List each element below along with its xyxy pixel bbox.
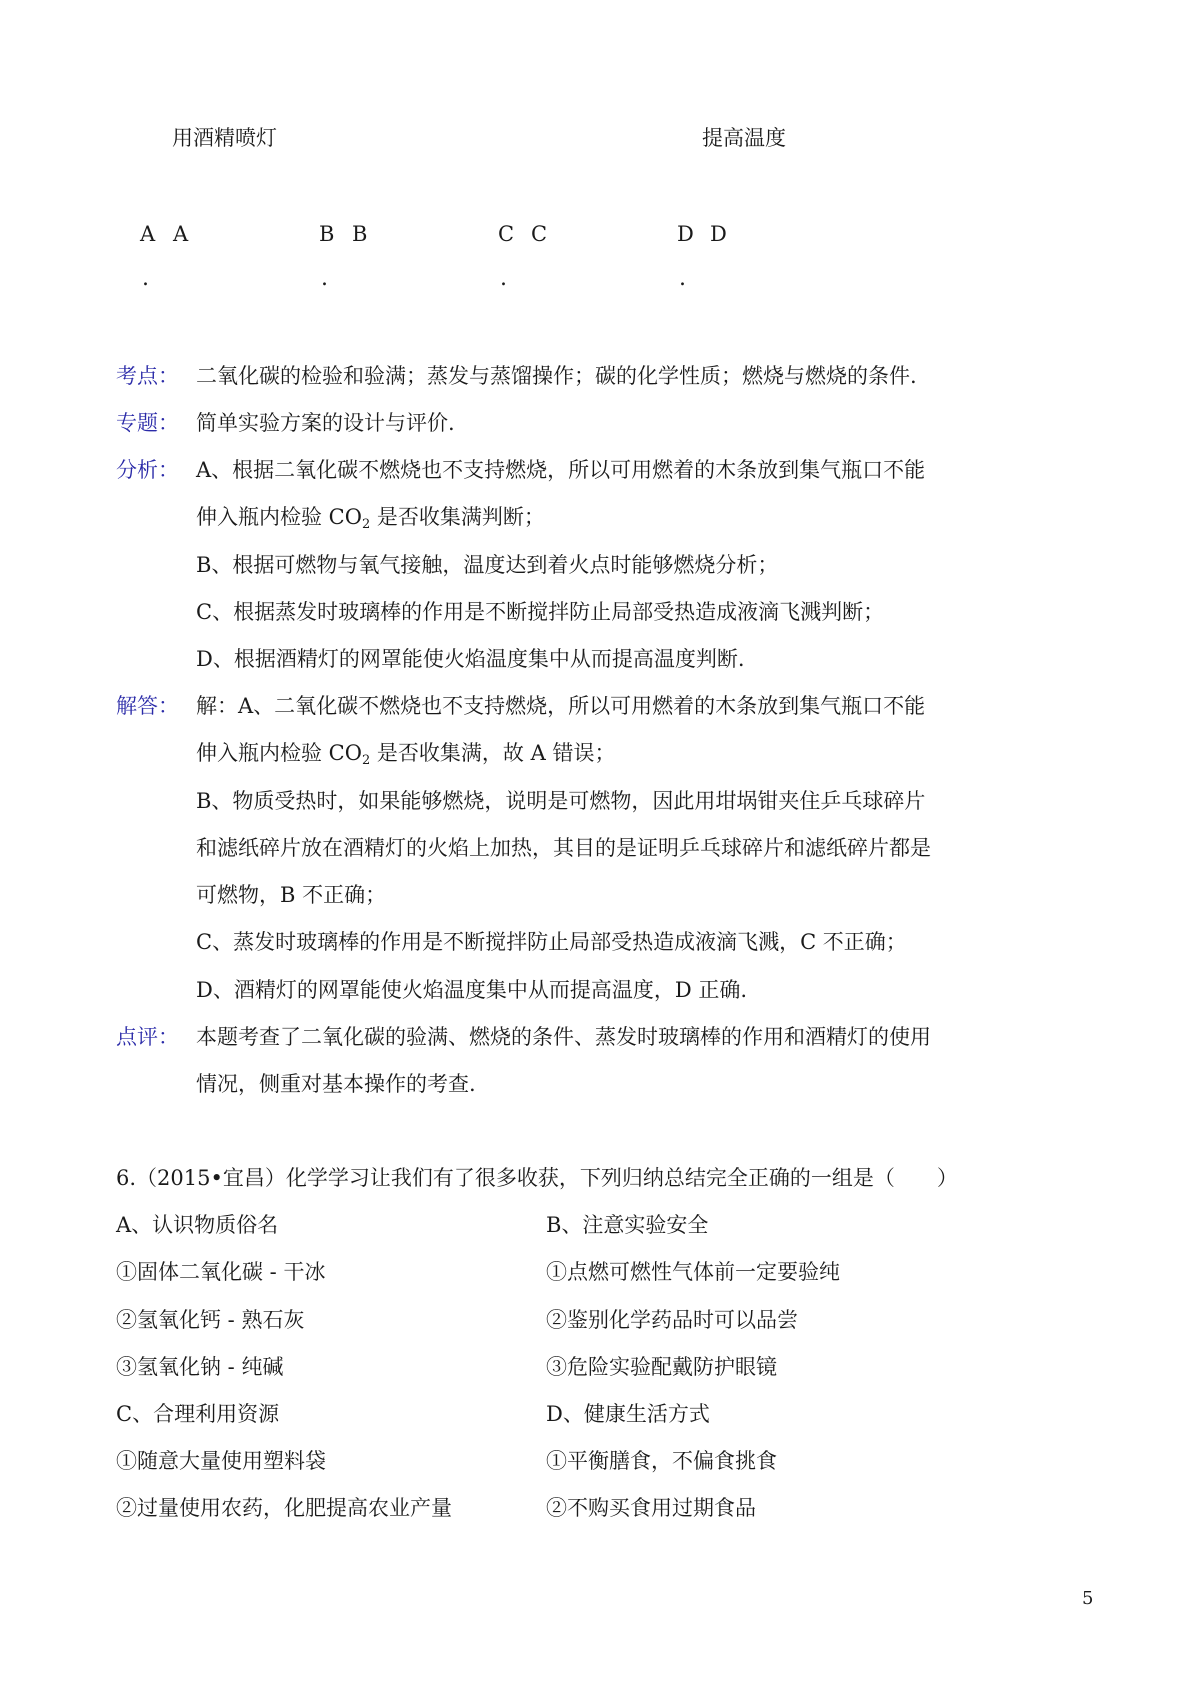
choice-b-dot: . [321,266,328,291]
choice-c-value: C [531,222,548,246]
question-6-stem: 6.（2015•宜昌）化学学习让我们有了很多收获，下列归纳总结完全正确的一组是（ ） [116,1166,958,1190]
jieda-label: 解答： [116,694,179,718]
jieda-line-1: 解：A、二氧化碳不燃烧也不支持燃烧，所以可用燃着的木条放到集气瓶口不能 [196,694,926,718]
group-d-item-2: ②不购买食用过期食品 [546,1496,756,1520]
group-a-item-2: ②氢氧化钙 - 熟石灰 [116,1308,305,1332]
group-b-item-3: ③危险实验配戴防护眼镜 [546,1355,777,1379]
group-c-item-1: ①随意大量使用塑料袋 [116,1449,326,1473]
jieda-line-2: 伸入瓶内检验 $CO_2$ 是否收集满，故 A 错误； [196,741,616,768]
jieda-line-6: C、蒸发时玻璃棒的作用是不断搅拌防止局部受热造成液滴飞溅，C 不正确； [196,930,907,954]
zhuanti-text: 简单实验方案的设计与评价. [196,411,455,435]
page-number: 5 [1082,1588,1094,1609]
group-c-item-2: ②过量使用农药，化肥提高农业产量 [116,1496,452,1520]
group-c-title: C、合理利用资源 [116,1402,280,1426]
dianping-label: 点评： [116,1025,179,1049]
choice-d-letter: D [677,222,694,246]
dianping-line-1: 本题考查了二氧化碳的验满、燃烧的条件、蒸发时玻璃棒的作用和酒精灯的使用 [196,1025,931,1049]
choice-b-value: B [352,222,368,246]
choice-a-dot: . [142,266,149,291]
kaodian-text: 二氧化碳的检验和验满；蒸发与蒸馏操作；碳的化学性质；燃烧与燃烧的条件. [196,364,917,388]
zhuanti-label: 专题： [116,411,179,435]
group-a-title: A、认识物质俗名 [116,1213,279,1237]
fenxi-label: 分析： [116,458,179,482]
jieda-line-4: 和滤纸碎片放在酒精灯的火焰上加热，其目的是证明乒乓球碎片和滤纸碎片都是 [196,836,931,860]
group-d-item-1: ①平衡膳食，不偏食挑食 [546,1449,777,1473]
option-text-right: 提高温度 [702,126,786,150]
group-b-item-2: ②鉴别化学药品时可以品尝 [546,1308,798,1332]
choice-c-dot: . [500,266,507,291]
jieda-line-7: D、酒精灯的网罩能使火焰温度集中从而提高温度，D 正确. [196,978,748,1002]
fenxi-line-5: D、根据酒精灯的网罩能使火焰温度集中从而提高温度判断. [196,647,745,671]
kaodian-label: 考点： [116,364,179,388]
choice-b-letter: B [319,222,335,246]
choice-a-value: A [173,222,189,246]
group-a-item-3: ③氢氧化钠 - 纯碱 [116,1355,284,1379]
choice-c-letter: C [498,222,515,246]
group-b-item-1: ①点燃可燃性气体前一定要验纯 [546,1260,840,1284]
fenxi-line-3: B、根据可燃物与氧气接触，温度达到着火点时能够燃烧分析； [196,553,779,577]
choice-a-letter: A [140,222,156,246]
fenxi-line-1: A、根据二氧化碳不燃烧也不支持燃烧，所以可用燃着的木条放到集气瓶口不能 [196,458,926,482]
jieda-line-5: 可燃物，B 不正确； [196,883,387,907]
fenxi-line-2: 伸入瓶内检验 $CO_2$ 是否收集满判断； [196,505,545,532]
choice-d-dot: . [679,266,686,291]
group-b-title: B、注意实验安全 [546,1213,709,1237]
choice-d-value: D [710,222,727,246]
group-a-item-1: ①固体二氧化碳 - 干冰 [116,1260,326,1284]
dianping-line-2: 情况，侧重对基本操作的考查. [196,1072,476,1096]
jieda-line-3: B、物质受热时，如果能够燃烧，说明是可燃物，因此用坩埚钳夹住乒乓球碎片 [196,789,926,813]
group-d-title: D、健康生活方式 [546,1402,710,1426]
fenxi-line-4: C、根据蒸发时玻璃棒的作用是不断搅拌防止局部受热造成液滴飞溅判断； [196,600,885,624]
option-text-left: 用酒精喷灯 [172,126,277,150]
